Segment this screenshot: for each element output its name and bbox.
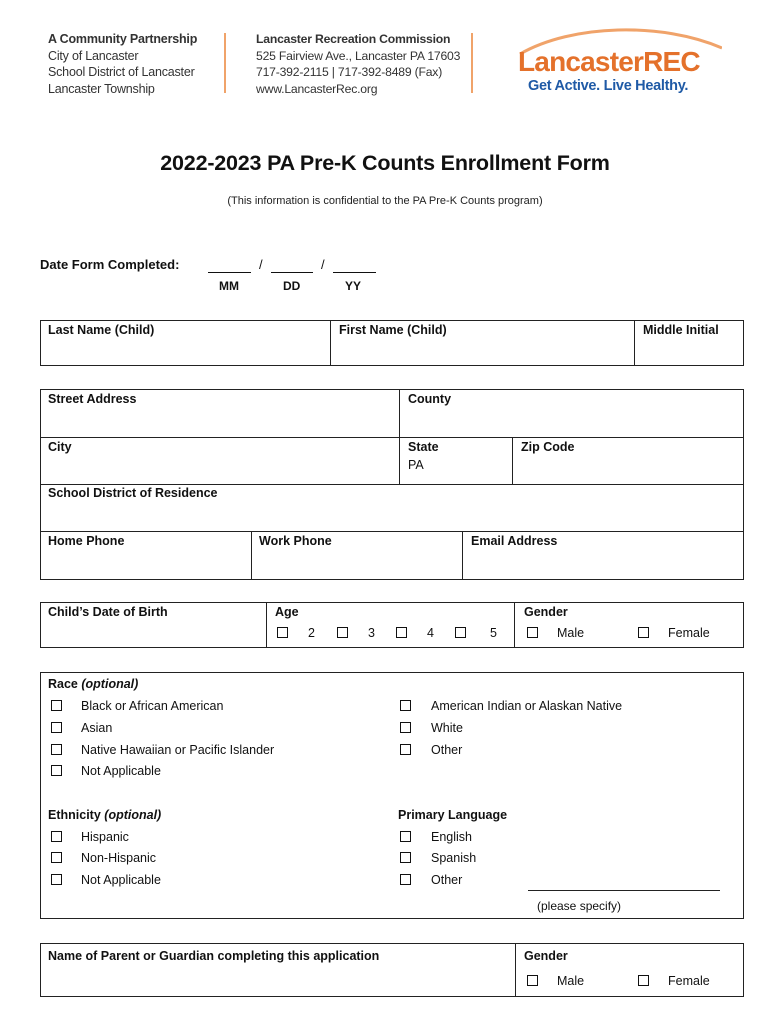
ethnicity-non-hispanic-label: Non-Hispanic [81, 851, 157, 865]
race-black-checkbox[interactable] [51, 700, 62, 711]
form-title: 2022-2023 PA Pre-K Counts Enrollment Form [160, 151, 610, 175]
partner-school-district: School District of Lancaster [48, 65, 195, 79]
language-specify-field[interactable] [528, 890, 720, 891]
commission-address: 525 Fairview Ave., Lancaster PA 17603 [256, 48, 461, 63]
date-slash: / [321, 257, 325, 272]
ethnicity-hispanic-checkbox[interactable] [51, 831, 62, 842]
header-divider [471, 33, 473, 93]
city-field[interactable]: City [48, 440, 72, 454]
ethnicity-non-hispanic-checkbox[interactable] [51, 852, 62, 863]
row-divider [40, 484, 744, 485]
race-na-label: Not Applicable [81, 764, 161, 778]
child-gender-label: Gender [524, 605, 568, 619]
form-subtitle: (This information is confidential to the PA Pre-K Counts program) [227, 195, 543, 207]
cell-divider [512, 437, 513, 484]
age-5-checkbox[interactable] [455, 627, 466, 638]
cell-divider [462, 531, 463, 580]
lancaster-rec-logo [512, 18, 722, 98]
race-other-checkbox[interactable] [400, 744, 411, 755]
language-spanish-label: Spanish [431, 851, 477, 865]
partnership-block [48, 31, 197, 97]
partnership-title: A Community Partnership [48, 32, 198, 46]
ethnicity-na-checkbox[interactable] [51, 874, 62, 885]
age-3-checkbox[interactable] [337, 627, 348, 638]
dob-field[interactable]: Child’s Date of Birth [48, 605, 168, 619]
child-female-label: Female [668, 626, 710, 640]
partner-city: City of Lancaster [48, 48, 139, 63]
primary-language-label: Primary Language [398, 808, 508, 822]
commission-website: www.LancasterRec.org [256, 81, 378, 96]
age-label: Age [275, 605, 299, 619]
home-phone-field[interactable]: Home Phone [48, 534, 125, 548]
date-dd-label: DD [283, 279, 301, 293]
date-mm-label: MM [219, 279, 239, 293]
date-year-field[interactable] [333, 259, 376, 273]
race-hawaiian-checkbox[interactable] [51, 744, 62, 755]
race-black-label: Black or African American [81, 699, 224, 713]
age-2-label: 2 [308, 626, 315, 640]
age-3-label: 3 [368, 626, 375, 640]
age-5-label: 5 [490, 626, 497, 640]
cell-divider [251, 531, 252, 580]
age-4-checkbox[interactable] [396, 627, 407, 638]
language-other-label: Other [431, 873, 463, 887]
header-divider [224, 33, 226, 93]
language-other-checkbox[interactable] [400, 874, 411, 885]
work-phone-field[interactable]: Work Phone [259, 534, 332, 548]
date-completed-label: Date Form Completed: [40, 257, 180, 272]
race-other-label: Other [431, 743, 463, 757]
cell-divider [515, 943, 516, 997]
child-male-checkbox[interactable] [527, 627, 538, 638]
race-asian-label: Asian [81, 721, 113, 735]
language-english-checkbox[interactable] [400, 831, 411, 842]
email-field[interactable]: Email Address [471, 534, 558, 548]
race-asian-checkbox[interactable] [51, 722, 62, 733]
age-4-label: 4 [427, 626, 434, 640]
commission-phone: 717-392-2115 | 717-392-8489 (Fax) [256, 65, 443, 79]
race-white-checkbox[interactable] [400, 722, 411, 733]
commission-block [256, 31, 460, 97]
cell-divider [266, 602, 267, 648]
partner-township: Lancaster Township [48, 81, 155, 96]
commission-name: Lancaster Recreation Commission [256, 32, 451, 46]
language-english-label: English [431, 830, 472, 844]
ethnicity-na-label: Not Applicable [81, 873, 161, 887]
language-specify-label: (please specify) [537, 899, 622, 913]
middle-initial-field[interactable]: Middle Initial [643, 323, 719, 337]
county-field[interactable]: County [408, 392, 452, 406]
date-slash: / [259, 257, 263, 272]
state-field[interactable]: State [408, 440, 439, 454]
child-male-label: Male [557, 626, 585, 640]
child-female-checkbox[interactable] [638, 627, 649, 638]
language-spanish-checkbox[interactable] [400, 852, 411, 863]
date-yy-label: YY [345, 279, 362, 293]
cell-divider [330, 320, 331, 366]
cell-divider [514, 602, 515, 648]
ethnicity-label: Ethnicity (optional) [48, 808, 162, 822]
school-district-field[interactable]: School District of Residence [48, 486, 218, 500]
parent-name-field[interactable]: Name of Parent or Guardian completing this application [48, 949, 380, 963]
race-white-label: White [431, 721, 463, 735]
ethnicity-hispanic-label: Hispanic [81, 830, 129, 844]
race-na-checkbox[interactable] [51, 765, 62, 776]
state-value: PA [408, 458, 424, 472]
row-divider [40, 437, 744, 438]
last-name-field[interactable]: Last Name (Child) [48, 323, 155, 337]
street-address-field[interactable]: Street Address [48, 392, 137, 406]
race-american-indian-checkbox[interactable] [400, 700, 411, 711]
race-american-indian-label: American Indian or Alaskan Native [431, 699, 623, 713]
logo-wordmark: LancasterREC [518, 46, 700, 77]
logo-tagline: Get Active. Live Healthy. [528, 78, 689, 94]
parent-male-label: Male [557, 974, 585, 988]
parent-female-label: Female [668, 974, 710, 988]
date-day-field[interactable] [271, 259, 313, 273]
parent-female-checkbox[interactable] [638, 975, 649, 986]
cell-divider [399, 389, 400, 484]
row-divider [40, 531, 744, 532]
race-hawaiian-label: Native Hawaiian or Pacific Islander [81, 743, 275, 757]
parent-male-checkbox[interactable] [527, 975, 538, 986]
first-name-field[interactable]: First Name (Child) [339, 323, 447, 337]
zip-code-field[interactable]: Zip Code [521, 440, 575, 454]
date-month-field[interactable] [208, 259, 251, 273]
age-2-checkbox[interactable] [277, 627, 288, 638]
race-label: Race (optional) [48, 677, 139, 691]
parent-gender-label: Gender [524, 949, 568, 963]
cell-divider [634, 320, 635, 366]
